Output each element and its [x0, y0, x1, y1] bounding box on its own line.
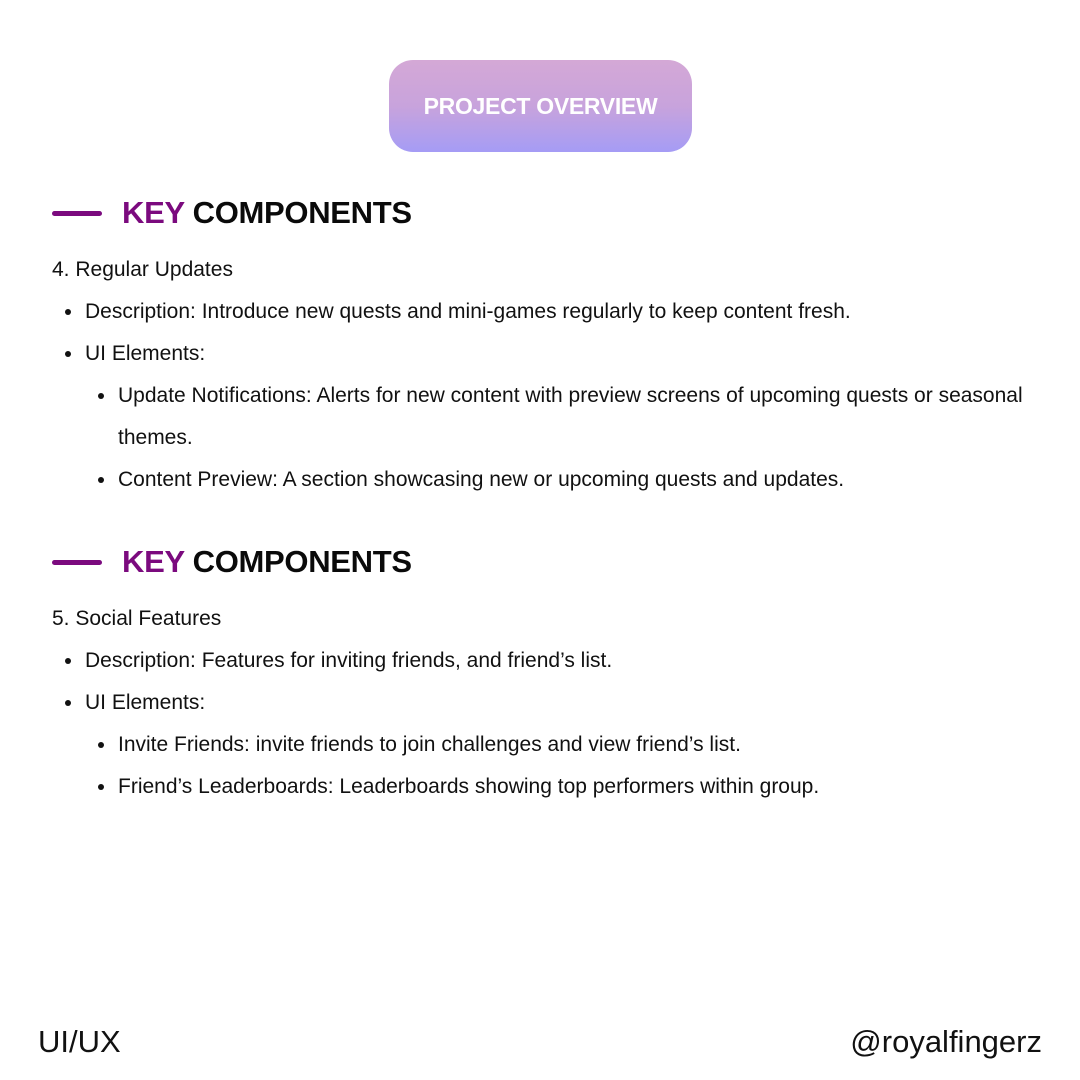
ui-element-text: Update Notifications: Alerts for new content with preview screens of upcoming quests or seasonal themes. [118, 384, 1023, 449]
description-text: Description: Features for inviting friends, and friend’s list. [85, 649, 613, 672]
list-item [85, 724, 1042, 766]
item-details-list [52, 640, 1042, 808]
list-item [85, 375, 1042, 459]
ui-element-text: Content Preview: A section showcasing new or upcoming quests and updates. [118, 468, 845, 491]
badge-label: PROJECT OVERVIEW [423, 92, 658, 119]
footer-handle: @royalfingerz [850, 1024, 1042, 1059]
section-heading-1 [52, 193, 412, 233]
section-body-2 [52, 598, 1042, 808]
list-item [52, 640, 1042, 682]
item-title: 4. Regular Updates [52, 258, 233, 281]
ui-elements-list [85, 724, 1042, 808]
ui-elements-label: UI Elements: [85, 691, 206, 714]
ui-elements-list [85, 375, 1042, 501]
list-item [52, 333, 1042, 501]
heading-rest-word: COMPONENTS [192, 544, 412, 579]
item-details-list [52, 291, 1042, 501]
heading-key-word: KEY [122, 544, 185, 579]
ui-element-text: Invite Friends: invite friends to join challenges and view friend’s list. [118, 733, 741, 756]
heading-rest-word: COMPONENTS [192, 195, 412, 230]
ui-elements-label: UI Elements: [85, 342, 206, 365]
description-text: Description: Introduce new quests and mini-games regularly to keep content fresh. [85, 300, 851, 323]
section-title [122, 195, 412, 231]
heading-accent-line [52, 211, 102, 216]
list-item [85, 459, 1042, 501]
heading-key-word: KEY [122, 195, 185, 230]
item-title: 5. Social Features [52, 607, 222, 630]
footer-category-label: UI/UX [38, 1024, 121, 1059]
list-item [52, 291, 1042, 333]
section-body-1 [52, 249, 1042, 501]
project-overview-badge [389, 60, 692, 152]
section-title [122, 544, 412, 580]
section-heading-2 [52, 542, 412, 582]
list-item [85, 766, 1042, 808]
ui-element-text: Friend’s Leaderboards: Leaderboards showing top performers within group. [118, 775, 820, 798]
list-item [52, 682, 1042, 808]
heading-accent-line [52, 560, 102, 565]
